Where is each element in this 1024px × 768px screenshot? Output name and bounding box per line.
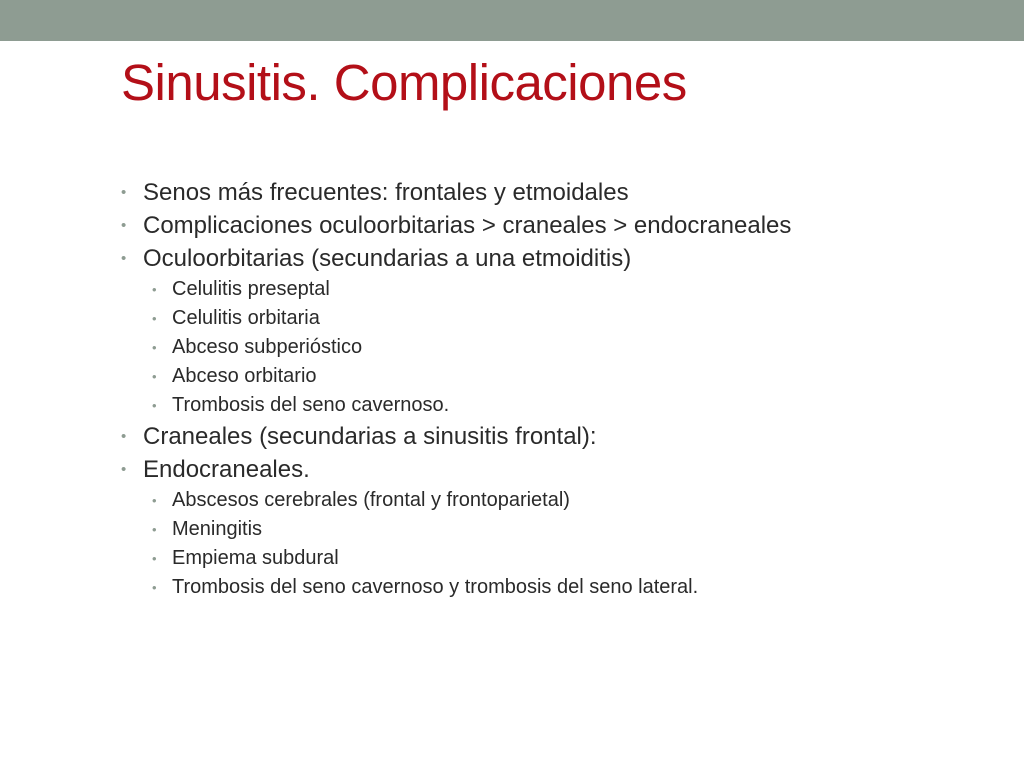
bullet-dot-icon: • xyxy=(152,398,157,413)
bullet-dot-icon: • xyxy=(121,461,127,478)
sub-bullet-item xyxy=(121,573,1001,602)
bullet-dot-icon: • xyxy=(152,493,157,508)
bullet-item xyxy=(121,453,1001,486)
bullet-item xyxy=(121,420,1001,453)
bullet-text: Endocraneales. xyxy=(143,456,310,483)
sub-bullet-item xyxy=(121,515,1001,544)
bullet-dot-icon: • xyxy=(121,250,127,267)
bullet-dot-icon: • xyxy=(121,428,127,445)
bullet-dot-icon: • xyxy=(121,217,127,234)
sub-bullet-text: Abscesos cerebrales (frontal y frontoparietal) xyxy=(172,489,570,511)
sub-bullet-text: Celulitis orbitaria xyxy=(172,307,320,329)
sub-bullet-text: Empiema subdural xyxy=(172,547,339,569)
sub-bullet-item xyxy=(121,275,1001,304)
bullet-text: Craneales (secundarias a sinusitis frontal): xyxy=(143,423,597,450)
bullet-dot-icon: • xyxy=(152,522,157,537)
slide-title: Sinusitis. Complicaciones xyxy=(121,54,687,111)
sub-bullet-item xyxy=(121,333,1001,362)
bullet-dot-icon: • xyxy=(152,369,157,384)
bullet-item xyxy=(121,242,1001,275)
bullet-list xyxy=(121,176,1001,602)
bullet-dot-icon: • xyxy=(152,551,157,566)
bullet-text: Complicaciones oculoorbitarias > craneales > endocraneales xyxy=(143,212,792,239)
sub-bullet-item xyxy=(121,391,1001,420)
sub-bullet-item xyxy=(121,544,1001,573)
sub-bullet-item xyxy=(121,486,1001,515)
sub-bullet-text: Trombosis del seno cavernoso. xyxy=(172,394,450,416)
sub-bullet-item xyxy=(121,304,1001,333)
bullet-item xyxy=(121,209,1001,242)
bullet-dot-icon: • xyxy=(152,340,157,355)
sub-bullet-text: Abceso orbitario xyxy=(172,365,317,387)
bullet-dot-icon: • xyxy=(152,282,157,297)
bullet-dot-icon: • xyxy=(152,311,157,326)
sub-bullet-text: Abceso subperióstico xyxy=(172,336,363,358)
bullet-item xyxy=(121,176,1001,209)
sub-bullet-text: Trombosis del seno cavernoso y trombosis del seno lateral. xyxy=(172,576,699,598)
top-accent-bar xyxy=(0,0,1024,41)
bullet-dot-icon: • xyxy=(121,184,127,201)
bullet-text: Oculoorbitarias (secundarias a una etmoiditis) xyxy=(143,245,632,272)
sub-bullet-item xyxy=(121,362,1001,391)
bullet-dot-icon: • xyxy=(152,580,157,595)
sub-bullet-text: Meningitis xyxy=(172,518,263,540)
sub-bullet-text: Celulitis preseptal xyxy=(172,278,330,300)
bullet-text: Senos más frecuentes: frontales y etmoidales xyxy=(143,179,629,206)
